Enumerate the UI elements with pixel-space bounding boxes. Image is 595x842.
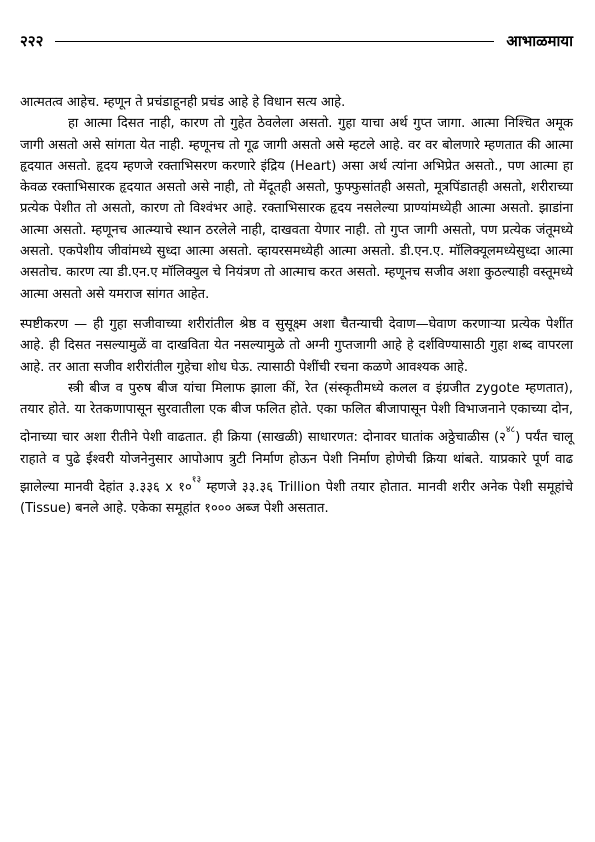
- paragraph-explanation: स्पष्टीकरण — ही गुहा सजीवाच्या शरीरांतील श्रेष्ठ व सुसूक्ष्म अशा चैतन्याची देवाण—घेवाण करणाऱ्या प्रत्येक पेशींत आहे. ही दिसत नसल्यामुळें वा दाखविता येत नसल्यामुळे तो अग्नी गुप्तजागी आहे हे दर्शविण्यासाठी गुहा शब्द वापरला आहे. तर आता सजीव शरीरांतील गुहेचा शोध घेऊ. त्यासाठी पेशींची रचना कळणे आवश्यक आहे.: [20, 316, 573, 375]
- paragraph-2: हा आत्मा दिसत नाही, कारण तो गुहेत ठेवलेला असतो. गुहा याचा अर्थ गुप्त जागा. आत्मा निश्चित अमूक जागी असतो असे सांगता येत नाही. म्हणूनच तो गूढ जागी असतो असे म्हटले आहे. वर वर बोलणारे म्हणतात की आत्मा हृदयात असतो. हृदय म्हणजे रक्ताभिसरण करणारे इंद्रिय (Heart) असा अर्थ त्यांना अभिप्रेत असतो., पण आत्मा हा केवळ रक्ताभिसारक हृदयात असतो असे नाही, तो मेंदूतही असतो, फुफ्फुसांतही असतो, मूत्रपिंडातही असतो, शरीराच्या प्रत्येक पेशीत तो असतो, कारण तो विश्वंभर आहे. रक्ताभिसारक हृदय नसलेल्या प्राण्यांमध्येही आत्मा असतो. झाडांना आत्मा असतो. म्हणूनच आत्म्याचे स्थान ठरलेले नाही, दाखवता येणार नाही. तो गुप्त जागी असतो, पण प्रत्येक जंतूमध्ये असतो. एकपेशीय जीवांमध्ये सुध्दा आत्मा असतो. व्हायरसमध्येही आत्मा असतो. डी.एन.ए. मॉलिक्यूलमध्येसुध्दा आत्मा असतोच. कारण त्या डी.एन.ए मॉलिक्युल चे नियंत्रण तो आत्माच करत असतो. म्हणूनच सजीव अशा कुठल्याही वस्तूमध्ये आत्मा असतो असे यमराज सांगत आहेत.: [20, 116, 573, 302]
- page-header: [20, 30, 573, 52]
- paragraph-text-1: स्त्री बीज व पुरुष बीज यांचा मिलाफ झाला कीं, रेत (संस्कृतीमध्ये कलल व इंग्रजीत zygote म्हणतात), तयार होते. या रेतकणापासून सुरवातीला एक बीज फलित होते. एका फलित बीजापासून पेशी विभाजनाने एकाच्या दोन, दोनाच्या चार अशा रीतीने पेशी वाढतात. ही क्रिया (साखळी) साधारणत: दोनावर घातांक अठ्ठेचाळीस (२: [20, 380, 573, 446]
- paragraph-cell-growth: [20, 378, 573, 520]
- header-rule: [55, 41, 494, 42]
- book-title: आभाळमाया: [506, 32, 573, 50]
- exponent-48: ४८: [505, 425, 516, 436]
- page-number: २२२: [20, 32, 44, 50]
- paragraph-1: आत्मतत्व आहेच. म्हणून ते प्रचंडाहूनही प्रचंड आहे हे विधान सत्य आहे.: [20, 95, 346, 110]
- paragraph-text-2: ) पर्यंत चालू राहाते व पुढे ईश्वरी योजनेनुसार आपोआप त्रुटी निर्माण होऊन पेशी निर्माण होणेची क्रिया थांबते. याप्रकारे पूर्ण वाढ झालेल्या मानवी देहांत ३.३३६ x १०: [20, 430, 573, 496]
- paragraph-text-3: म्हणजे ३३.३६ Trillion पेशी तयार होतात. मानवी शरीर अनेक पेशी समूहांचे (Tissue) बनले आहे. एकेका समूहांत १००० अब्ज पेशी असतात.: [20, 480, 573, 517]
- page-body: [20, 92, 573, 520]
- exponent-13: १३: [191, 475, 202, 486]
